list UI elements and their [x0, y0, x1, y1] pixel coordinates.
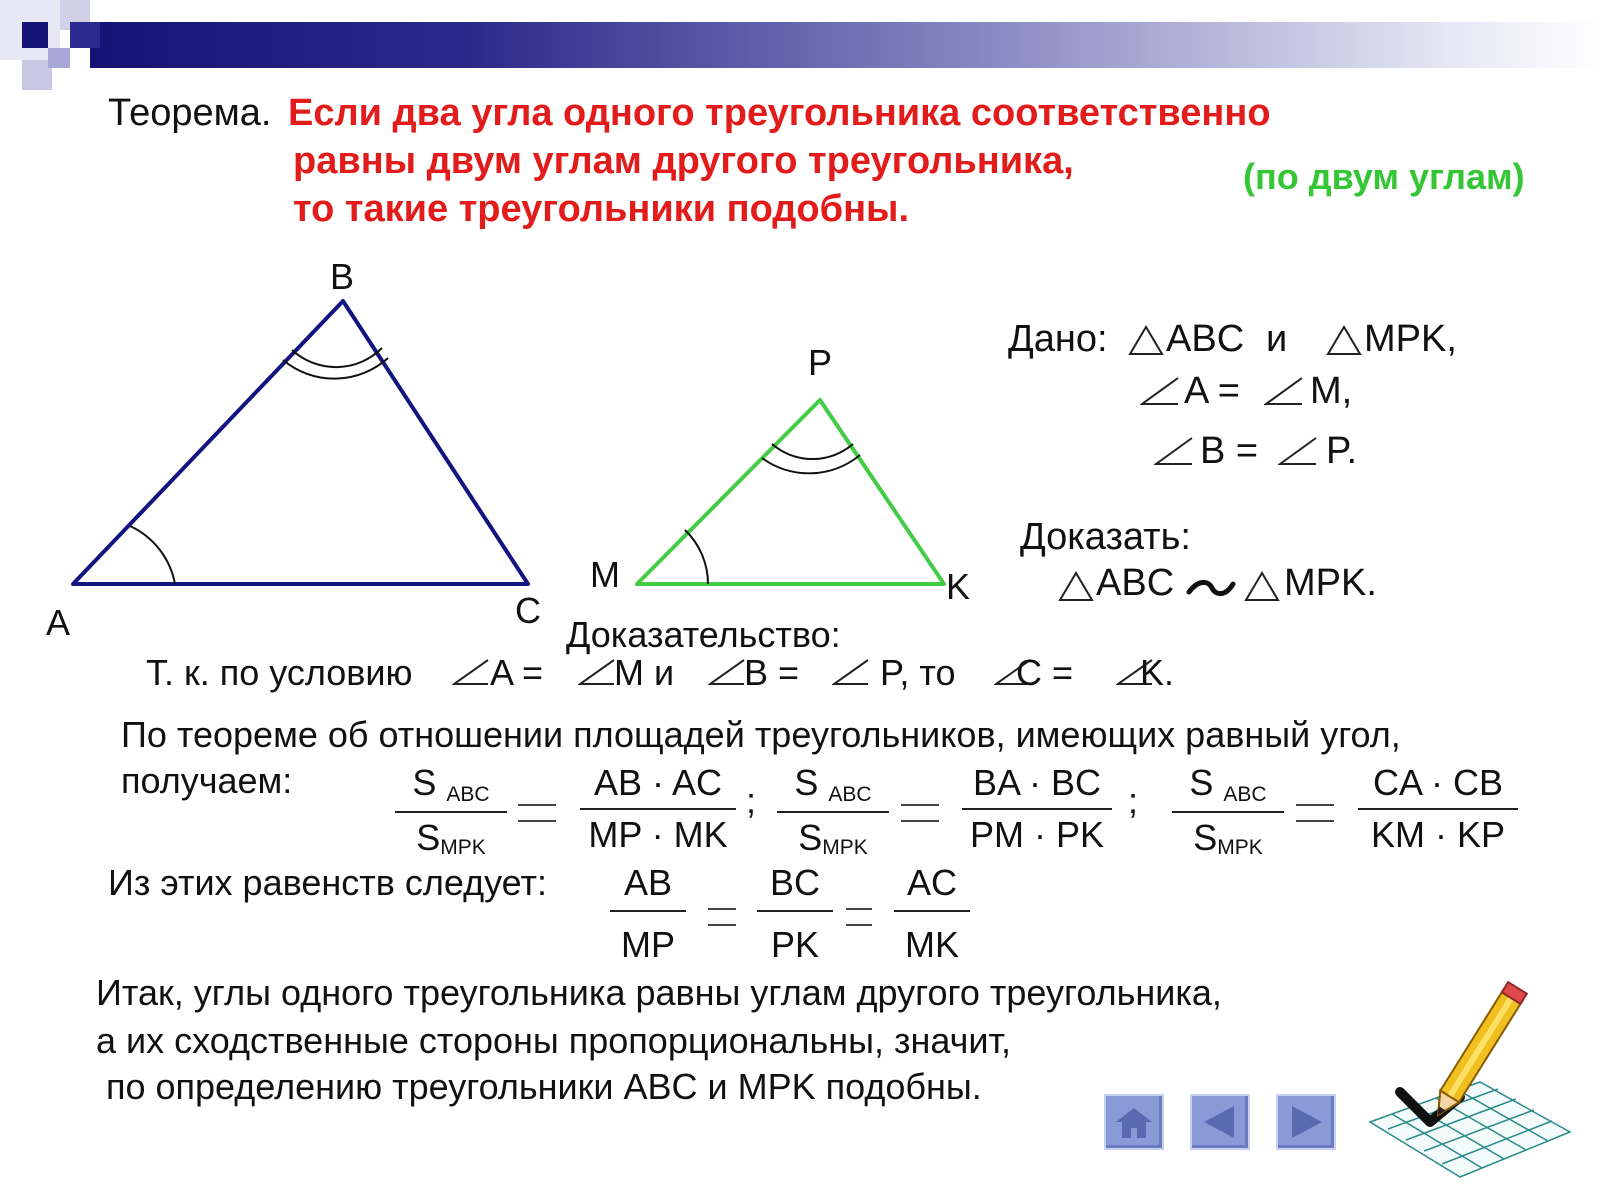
angle-icon [1140, 376, 1180, 406]
given-triangle-1: ABC [1166, 318, 1245, 360]
angle-p-arc-outer [762, 455, 860, 473]
side-proportion-1: AB MP [610, 862, 686, 966]
angle-icon [452, 658, 490, 686]
angle-icon [1154, 436, 1194, 466]
arrow-right-icon [1278, 1096, 1334, 1148]
angle-icon [1264, 376, 1304, 406]
vertex-label-a: A [46, 602, 71, 643]
angle-b-arc-outer [283, 358, 388, 379]
side-proportion-2: BC PK [757, 862, 833, 966]
area-ratio-1: S $_{ABC}$ SMPK [395, 762, 507, 860]
angle-icon [832, 658, 870, 686]
given-label: Дано: [1008, 318, 1108, 360]
conclusion-line-3: по определению треугольники ABC и MPK подобны. [106, 1066, 982, 1107]
proof-line1-b: A = [490, 652, 544, 693]
prove-triangle-2: MPK. [1284, 562, 1377, 604]
conclusion-line-1: Итак, углы одного треугольника равны углам другого треугольника, [96, 972, 1222, 1013]
angle-m-arc [685, 530, 708, 584]
angle-icon [1278, 436, 1318, 466]
given-triangle-2: MPK, [1364, 318, 1457, 360]
angle-a-arc [130, 526, 175, 584]
proof-paragraph-line1: По теореме об отношении площадей треугольников, имеющих равный угол, [121, 714, 1401, 755]
semicolon: ; [1128, 780, 1139, 821]
equals-sign [846, 908, 872, 926]
theorem-line-1: Если два угла одного треугольника соответственно [288, 92, 1271, 134]
proof-line1-c: M и [614, 652, 675, 693]
side-proportion-3: AC MK [894, 862, 970, 966]
similar-sign-icon [1186, 576, 1236, 600]
proof-line1-e: P, то [880, 652, 956, 693]
equals-sign [901, 804, 939, 822]
triangle-abc [73, 301, 528, 584]
conclusion-line-2: а их сходственные стороны пропорциональны, значит, [96, 1020, 1011, 1061]
home-button[interactable] [1104, 1094, 1164, 1150]
given-eq1-left: A = [1184, 370, 1240, 412]
given-eq2-right: P. [1326, 430, 1358, 472]
angle-icon [578, 658, 616, 686]
triangle-icon [1326, 324, 1362, 356]
vertex-label-b: B [330, 256, 355, 297]
side-ratio-2: BA · BC PM · PK [962, 762, 1112, 856]
follows-label: Из этих равенств следует: [108, 862, 547, 903]
vertex-label-m: M [590, 554, 620, 595]
proof-paragraph-line2: получаем: [121, 760, 293, 801]
equals-sign [1296, 804, 1334, 822]
proof-title: Доказательство: [566, 614, 841, 655]
vertex-label-k: K [946, 566, 971, 607]
area-ratio-3: S $_{ABC}$ SMPK [1172, 762, 1284, 860]
proof-line1-d: B = [744, 652, 800, 693]
vertex-label-p: P [808, 342, 833, 383]
angle-b-arc-inner [292, 348, 382, 367]
given-and: и [1266, 318, 1288, 360]
angle-icon [708, 658, 746, 686]
area-ratio-2: S $_{ABC}$ SMPK [777, 762, 889, 860]
angle-p-arc-inner [772, 444, 853, 459]
triangle-icon [1058, 570, 1094, 602]
theorem-label: Теорема. [108, 92, 272, 134]
proof-line1-g: K. [1140, 652, 1175, 693]
theorem-line-3: то такие треугольники подобны. [293, 188, 910, 230]
triangles-figure [0, 0, 1000, 640]
triangle-mpk [637, 400, 944, 584]
side-ratio-3: CA · CB KM · KP [1358, 762, 1518, 856]
given-eq2-left: B = [1200, 430, 1259, 472]
equals-sign [708, 908, 736, 926]
next-button[interactable] [1276, 1094, 1336, 1150]
criterion-label: (по двум углам) [1243, 156, 1525, 197]
given-eq1-right: M, [1310, 370, 1353, 412]
equals-sign [518, 804, 556, 822]
pencil-icon [1360, 972, 1580, 1187]
arrow-left-icon [1192, 1096, 1248, 1148]
previous-button[interactable] [1190, 1094, 1250, 1150]
home-icon [1106, 1096, 1162, 1148]
side-ratio-1: AB · AC MP · MK [580, 762, 736, 856]
prove-triangle-1: ABC [1096, 562, 1175, 604]
proof-line1-a: Т. к. по условию [146, 652, 413, 693]
proof-line1-f: C = [1016, 652, 1074, 693]
triangle-icon [1244, 570, 1280, 602]
prove-label: Доказать: [1020, 516, 1191, 558]
theorem-line-2: равны двум углам другого треугольника, [293, 140, 1074, 182]
vertex-label-c: C [515, 590, 541, 631]
semicolon: ; [746, 780, 757, 821]
triangle-icon [1128, 324, 1164, 356]
